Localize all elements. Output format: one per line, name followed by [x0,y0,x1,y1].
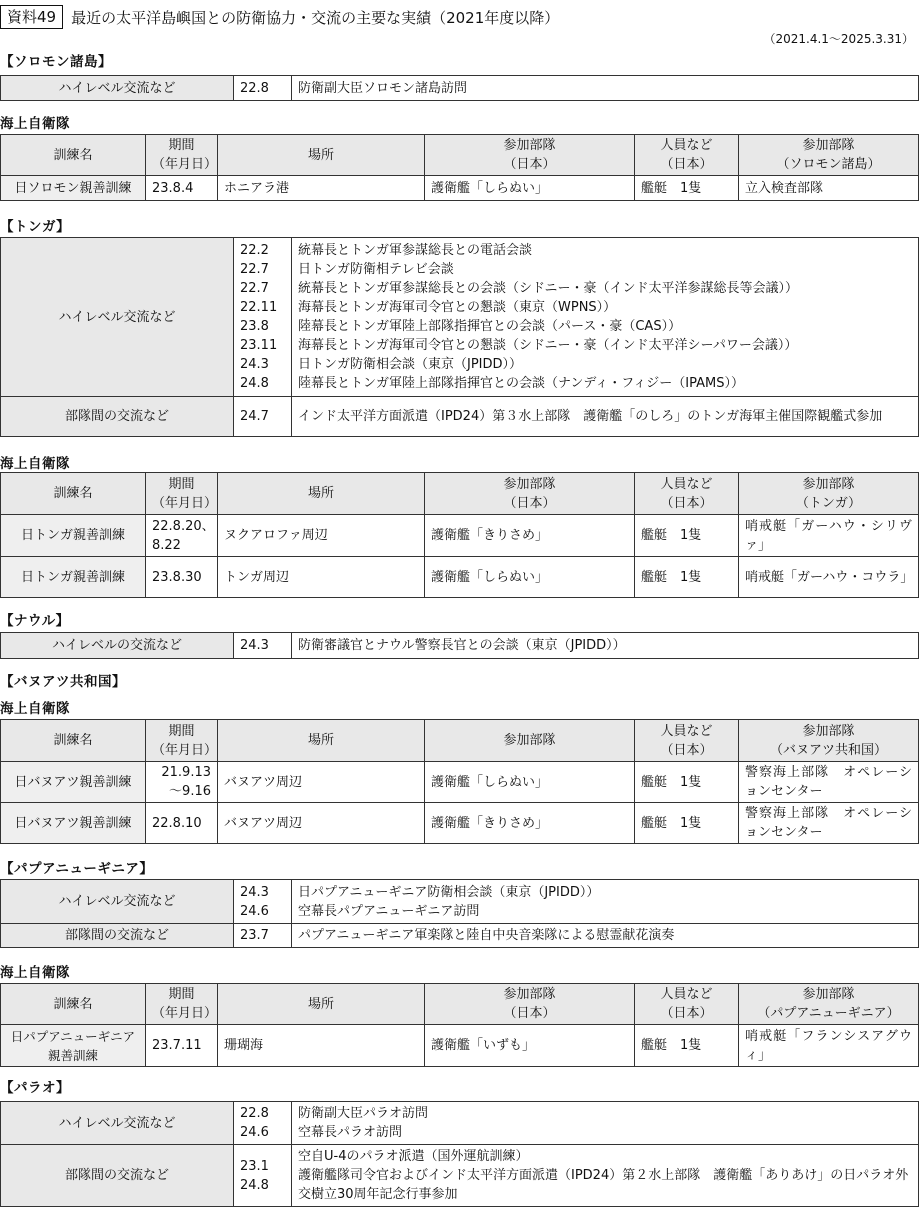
table-row [1,397,919,437]
training-place: 珊瑚海 [218,1025,425,1067]
training-partner: 警察海上部隊 オペレーションセンター [739,803,919,844]
event-line: 日パプアニューギニア防衛相会談（東京（JPIDD）） [298,884,600,900]
event-line: インド太平洋方面派遣（IPD24）第３水上部隊 護衛艦「のしろ」のトンガ海軍主催国際観艦式参加 [298,409,883,424]
section-heading-vanuatu: 【バヌアツ共和国】 [0,674,126,690]
section-heading-palau: 【パラオ】 [0,1080,70,1096]
training-unit: 護衛艦「しらぬい」 [425,762,635,803]
training-place: ヌクアロファ周辺 [218,515,425,557]
msdf-heading: 海上自衛隊 [0,965,70,981]
date-cell [234,633,292,659]
row-label: 部隊間の交流など [1,397,234,437]
training-people: 艦艇 1隻 [635,762,739,803]
row-label: 部隊間の交流など [1,1145,234,1207]
event-line: 日トンガ防衛相テレビ会談 [298,262,454,277]
training-name: 日パプアニューギニア 親善訓練 [1,1025,146,1067]
event-cell [292,1145,919,1207]
row-label: ハイレベル交流など [1,76,234,101]
date-line: 22.2 [240,243,269,258]
training-name: 日バヌアツ親善訓練 [1,762,146,803]
palau-exchange-table [0,1101,919,1207]
training-place: ホニアラ港 [218,176,425,201]
col-header: 期間 （年月日） [146,984,218,1025]
event-line: 海幕長とトンガ海軍司令官との懇談（東京（WPNS）） [298,300,617,315]
table-row [1,176,919,201]
event-line: 陸幕長とトンガ軍陸上部隊指揮官との会談（パース・豪（CAS）） [298,319,682,334]
date-cell [234,924,292,948]
col-header: 参加部隊 （トンガ） [739,473,919,515]
training-place: バヌアツ周辺 [218,762,425,803]
section-heading-solomon: 【ソロモン諸島】 [0,54,112,70]
training-people: 艦艇 1隻 [635,557,739,598]
table-row [1,238,919,397]
training-name: 日トンガ親善訓練 [1,557,146,598]
col-header: 人員など （日本） [635,720,739,762]
date-line: 22.7 [240,262,269,277]
title-bar [0,4,559,30]
section-heading-tonga: 【トンガ】 [0,219,71,235]
event-line: 日トンガ防衛相会談（東京（JPIDD）） [298,357,523,372]
training-name: 日バヌアツ親善訓練 [1,803,146,844]
training-partner: 哨戒艇「ガーハウ・コウラ」 [739,557,919,598]
nauru-high-level-table [0,632,919,659]
col-header: 参加部隊 （ソロモン諸島） [739,135,919,176]
event-line: 海幕長とトンガ海軍司令官との懇談（シドニー・豪（インド太平洋シーパワー会議）） [298,338,798,353]
event-cell [292,924,919,948]
msdf-heading: 海上自衛隊 [0,701,70,717]
training-partner: 立入検査部隊 [739,176,919,201]
row-label: ハイレベル交流など [1,880,234,924]
training-people: 艦艇 1隻 [635,803,739,844]
training-unit: 護衛艦「しらぬい」 [425,557,635,598]
section-heading-nauru: 【ナウル】 [0,613,70,629]
col-header: 訓練名 [1,720,146,762]
date-line: 24.7 [240,409,269,424]
date-cell [234,1145,292,1207]
table-row [1,1145,919,1207]
date-cell [234,397,292,437]
col-header: 場所 [218,720,425,762]
event-line: 護衛艦隊司令官およびインド太平洋方面派遣（IPD24）第２水上部隊 護衛艦「ありあけ」の日パラオ外交樹立30周年記念行事参加 [298,1168,909,1202]
event-cell [292,238,919,397]
tonga-training-table [0,472,919,598]
col-header: 訓練名 [1,135,146,176]
event-line: 空幕長パプアニューギニア訪問 [298,903,480,919]
date-line: 23.7 [240,928,269,943]
row-label: 部隊間の交流など [1,924,234,948]
col-header: 人員など （日本） [635,984,739,1025]
date-line: 24.6 [240,903,269,919]
date-line: 23.8 [240,319,269,334]
date-line: 24.3 [240,638,269,653]
event-cell [292,76,919,101]
date-cell [234,1102,292,1145]
row-label: ハイレベル交流など [1,1102,234,1145]
training-people: 艦艇 1隻 [635,176,739,201]
event-line: 防衛副大臣パラオ訪問 [298,1106,429,1121]
col-header: 参加部隊 （日本） [425,473,635,515]
table-row [1,1102,919,1145]
table-row [1,924,919,948]
table-row [1,762,919,803]
date-line: 24.6 [240,1125,269,1140]
training-partner: 哨戒艇「ガーハウ・シリヴァ」 [739,515,919,557]
training-place: バヌアツ周辺 [218,803,425,844]
col-header: 期間 （年月日） [146,135,218,176]
row-label: ハイレベルの交流など [1,633,234,659]
date-line: 22.11 [240,300,278,315]
training-period: 23.7.11 [146,1025,218,1067]
page-title: 最近の太平洋島嶼国との防衛協力・交流の主要な実績（2021年度以降） [71,8,560,27]
event-line: 統幕長とトンガ軍参謀総長との会談（シドニー・豪（インド太平洋参謀総長等会議）） [298,281,798,296]
training-unit: 護衛艦「しらぬい」 [425,176,635,201]
section-heading-png: 【パプアニューギニア】 [0,861,154,877]
col-header: 参加部隊 （日本） [425,135,635,176]
training-partner: 警察海上部隊 オペレーションセンター [739,762,919,803]
date-cell [234,238,292,397]
date-range: （2021.4.1～2025.3.31） [763,32,914,46]
document-badge: 資料49 [0,5,63,29]
col-header: 場所 [218,135,425,176]
col-header: 人員など （日本） [635,473,739,515]
event-cell [292,633,919,659]
date-line: 22.8 [240,80,269,96]
event-line: 空幕長パラオ訪問 [298,1125,403,1140]
solomon-high-level-table [0,75,919,101]
date-cell [234,880,292,924]
training-place: トンガ周辺 [218,557,425,598]
tonga-exchange-table [0,237,919,437]
training-people: 艦艇 1隻 [635,1025,739,1067]
event-line: 空自U-4のパラオ派遣（国外運航訓練） [298,1149,529,1164]
training-partner: 哨戒艇「フランシスアグウィ」 [739,1025,919,1067]
solomon-training-table [0,134,919,201]
training-name: 日トンガ親善訓練 [1,515,146,557]
col-header: 期間 （年月日） [146,473,218,515]
col-header: 参加部隊 （日本） [425,984,635,1025]
date-cell [234,76,292,101]
date-line: 24.3 [240,884,269,900]
training-name: 日ソロモン親善訓練 [1,176,146,201]
date-line: 22.8 [240,1106,269,1121]
training-period: 22.8.10 [146,803,218,844]
date-line: 22.7 [240,281,269,296]
table-row [1,557,919,598]
training-people: 艦艇 1隻 [635,515,739,557]
png-exchange-table [0,879,919,948]
event-line: 防衛審議官とナウル警察長官との会談（東京（JPIDD）） [298,638,626,653]
table-row [1,76,919,101]
event-cell [292,1102,919,1145]
training-period: 22.8.20、 8.22 [146,515,218,557]
date-line: 24.8 [240,376,269,391]
col-header: 場所 [218,984,425,1025]
training-period: 23.8.4 [146,176,218,201]
table-row [1,1025,919,1067]
col-header: 期間 （年月日） [146,720,218,762]
vanuatu-training-table [0,719,919,844]
date-line: 24.8 [240,1177,269,1193]
msdf-heading: 海上自衛隊 [0,456,70,472]
training-period: 21.9.13 ～9.16 [146,762,218,803]
table-row [1,880,919,924]
event-cell [292,880,919,924]
png-training-table [0,983,919,1067]
training-unit: 護衛艦「きりさめ」 [425,515,635,557]
date-line: 23.11 [240,338,278,353]
table-row [1,803,919,844]
date-line: 24.3 [240,357,269,372]
table-header-row [1,473,919,515]
event-line: 防衛副大臣ソロモン諸島訪問 [298,80,468,96]
table-header-row [1,984,919,1025]
date-line: 23.1 [240,1158,269,1174]
col-header: 人員など （日本） [635,135,739,176]
event-line: 陸幕長とトンガ軍陸上部隊指揮官との会談（ナンディ・フィジー（IPAMS）） [298,376,744,391]
col-header: 参加部隊 （パプアニューギニア） [739,984,919,1025]
row-label: ハイレベル交流など [1,238,234,397]
col-header: 参加部隊 [425,720,635,762]
table-header-row [1,720,919,762]
col-header: 訓練名 [1,473,146,515]
col-header: 訓練名 [1,984,146,1025]
table-header-row [1,135,919,176]
event-line: パプアニューギニア軍楽隊と陸自中央音楽隊による慰霊献花演奏 [298,928,675,943]
msdf-heading: 海上自衛隊 [0,116,70,132]
training-period: 23.8.30 [146,557,218,598]
table-row [1,633,919,659]
event-cell [292,397,919,437]
table-row [1,515,919,557]
col-header: 場所 [218,473,425,515]
event-line: 統幕長とトンガ軍参謀総長との電話会談 [298,243,533,258]
col-header: 参加部隊 （バヌアツ共和国） [739,720,919,762]
training-unit: 護衛艦「きりさめ」 [425,803,635,844]
training-unit: 護衛艦「いずも」 [425,1025,635,1067]
